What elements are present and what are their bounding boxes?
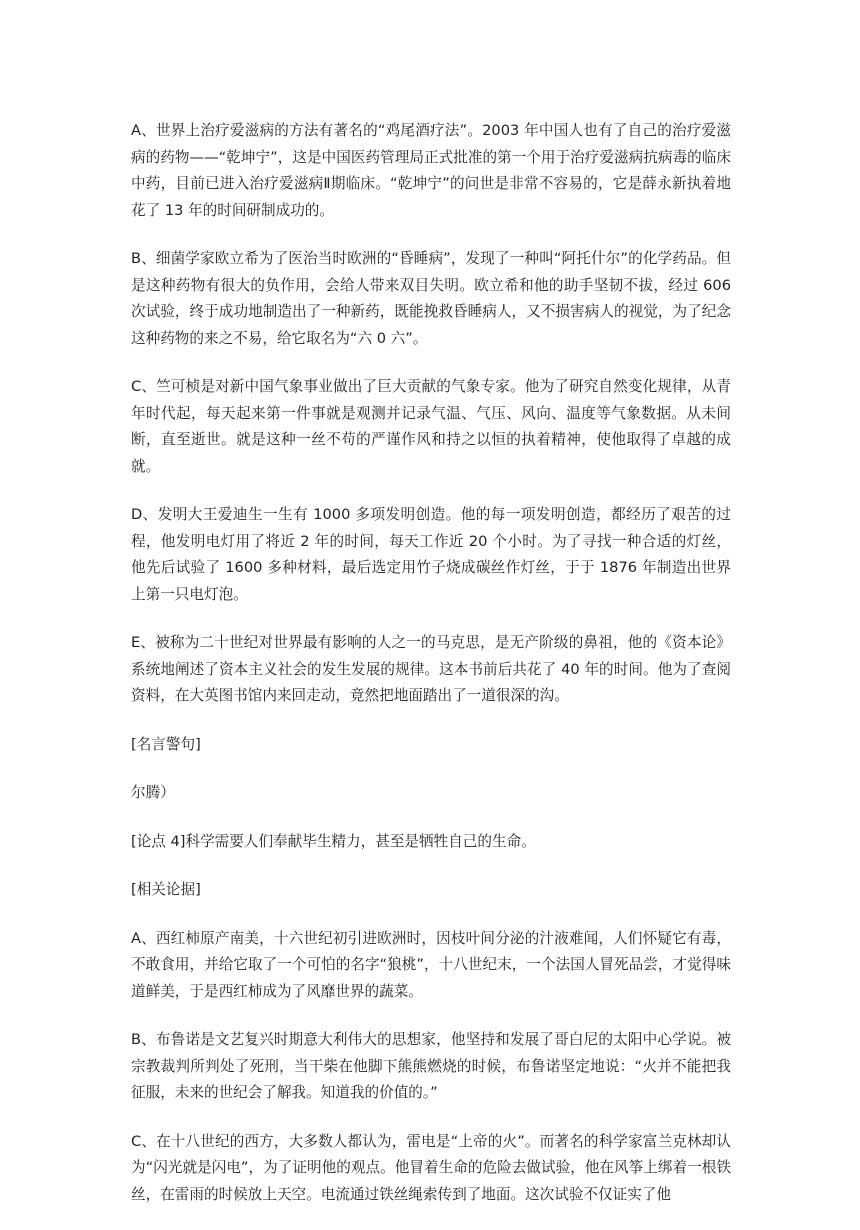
paragraph-evidence-b-bruno: B、布鲁诺是文艺复兴时期意大利伟大的思想家，他坚持和发展了哥白尼的太阳中心学说。被宗教裁判所判处了死刑，当干柴在他脚下熊熊燃烧的时候，布鲁诺坚定地说：“火并不能把我征服，未来的世纪会了解我。知道我的价值的。” <box>131 1031 731 1101</box>
section-heading-evidence: [相关论据] <box>131 881 201 898</box>
paragraph-evidence-a-aids: A、世界上治疗爱滋病的方法有著名的“鸡尾酒疗法”。2003 年中国人也有了自己的治疗爱滋病的药物——“乾坤宁”，这是中国医药管理局正式批准的第一个用于治疗爱滋病抗病毒的临床中药，目前已进入治疗爱滋病Ⅱ期临床。“乾坤宁”的问世是非常不容易的，它是薛永新执着地花了 13 年的时间研制成功的。 <box>131 122 731 219</box>
paragraph-evidence-c-zhu-kezhen: C、竺可桢是对新中国气象事业做出了巨大贡献的气象专家。他为了研究自然变化规律，从青年时代起，每天起来第一件事就是观测并记录气温、气压、风向、温度等气象数据。从未间断，直至逝世。就是这种一丝不苟的严谨作风和持之以恒的执着精神，使他取得了卓越的成就。 <box>131 378 731 475</box>
paragraph-evidence-b-ehrlich: B、细菌学家欧立希为了医治当时欧洲的“昏睡病”，发现了一种叫“阿托什尔”的化学药品。但是这种药物有很大的负作用，会给人带来双目失明。欧立希和他的助手坚韧不拔，经过 606 次试验，终于成功地制造出了一种新药，既能挽救昏睡病人，又不损害病人的视觉，为了纪念这种药物的来之不易，给它取名为“六 0 六”。 <box>131 250 731 347</box>
argument-4-heading: [论点 4]科学需要人们奉献毕生精力，甚至是牺牲自己的生命。 <box>131 832 536 850</box>
document-page <box>131 118 731 1230</box>
section-heading-quotes: [名言警句] <box>131 735 201 753</box>
paragraph-evidence-c-franklin: C、在十八世纪的西方，大多数人都认为，雷电是“上帝的火”。而著名的科学家富兰克林却认为“闪光就是闪电”，为了证明他的观点。他冒着生命的危险去做试验，他在风筝上绑着一根铁丝，在雷雨的时候放上天空。电流通过铁丝绳索传到了地面。这次试验不仅证实了他 <box>131 1132 731 1203</box>
paragraph-evidence-a-tomato: A、西红柿原产南美，十六世纪初引进欧洲时，因枝叶间分泌的汁液难闻，人们怀疑它有毒，不敢食用，并给它取了一个可怕的名字“狼桃”，十八世纪末，一个法国人冒死品尝，才觉得味道鲜美，于是西红柿成为了风靡世界的蔬菜。 <box>131 929 731 1000</box>
paragraph-evidence-d-edison: D、发明大王爱迪生一生有 1000 多项发明创造。他的每一项发明创造，都经历了艰苦的过程，他发明电灯用了将近 2 年的时间，每天工作近 20 个小时。为了寻找一种合适的灯丝，他先后试验了 1600 多种材料，最后选定用竹子烧成碳丝作灯丝，于于 1876 年制造出世界上第一只电灯泡。 <box>131 506 731 603</box>
quote-fragment: 尔腾） <box>131 784 175 801</box>
paragraph-evidence-e-marx: E、被称为二十世纪对世界最有影响的人之一的马克思，是无产阶级的鼻祖，他的《资本论》系统地阐述了资本主义社会的发生发展的规律。这本书前后共花了 40 年的时间。他为了查阅资料，在大英图书馆内来回走动，竟然把地面踏出了一道很深的沟。 <box>131 634 731 704</box>
